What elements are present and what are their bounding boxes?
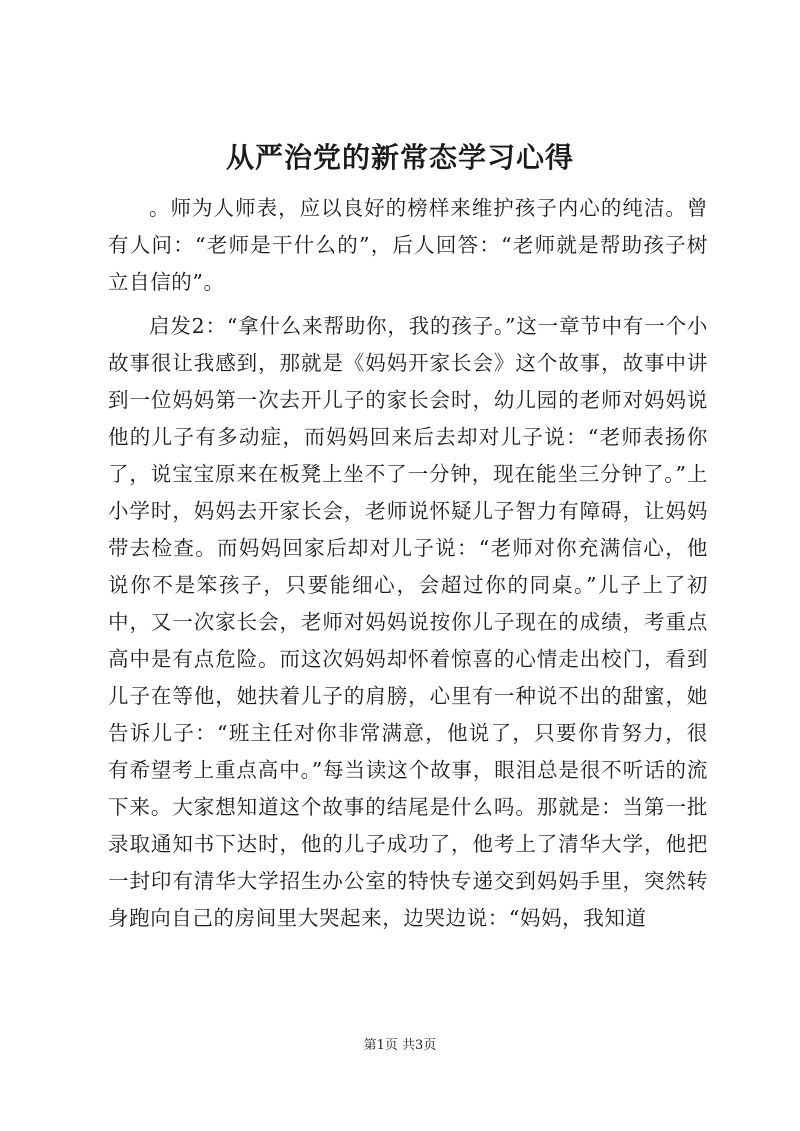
document-body [108,190,708,937]
document-title: 从严治党的新常态学习心得 [225,141,574,174]
page-footer: 第1页 共3页 [363,1038,437,1053]
paragraph: 。师为人师表，应以良好的榜样来维护孩子内心的纯洁。曾有人问：“老师是干什么的”，后人回答：“老师就是帮助孩子树立自信的”。 [108,196,708,294]
paragraph: 启发2：“拿什么来帮助你，我的孩子。”这一章节中有一个小故事很让我感到，那就是《妈妈开家长会》这个故事，故事中讲到一位妈妈第一次去开儿子的家长会时，幼儿园的老师对妈妈说他的儿子有多动症，而妈妈回来后去却对儿子说：“老师表扬你了，说宝宝原来在板凳上坐不了一分钟，现在能坐三分钟了。”上小学时，妈妈去开家长会，老师说怀疑儿子智力有障碍，让妈妈带去检查。而妈妈回家后却对儿子说：“老师对你充满信心，他说你不是笨孩子，只要能细心，会超过你的同桌。”儿子上了初中，又一次家长会，老师对妈妈说按你儿子现在的成绩，考重点高中是有点危险。而这次妈妈却怀着惊喜的心情走出校门，看到儿子在等他，她扶着儿子的肩膀，心里有一种说不出的甜蜜，她告诉儿子：“班主任对你非常满意，他说了，只要你肯努力，很有希望考上重点高中。”每当读这个故事，眼泪总是很不听话的流下来。大家想知道这个故事的结尾是什么吗。那就是：当第一批录取通知书下达时，他的儿子成功了，他考上了清华大学，他把一封印有清华大学招生办公室的特快专递交到妈妈手里，突然转身跑向自己的房间里大哭起来，边哭边说：“妈妈，我知道 [108,314,708,930]
